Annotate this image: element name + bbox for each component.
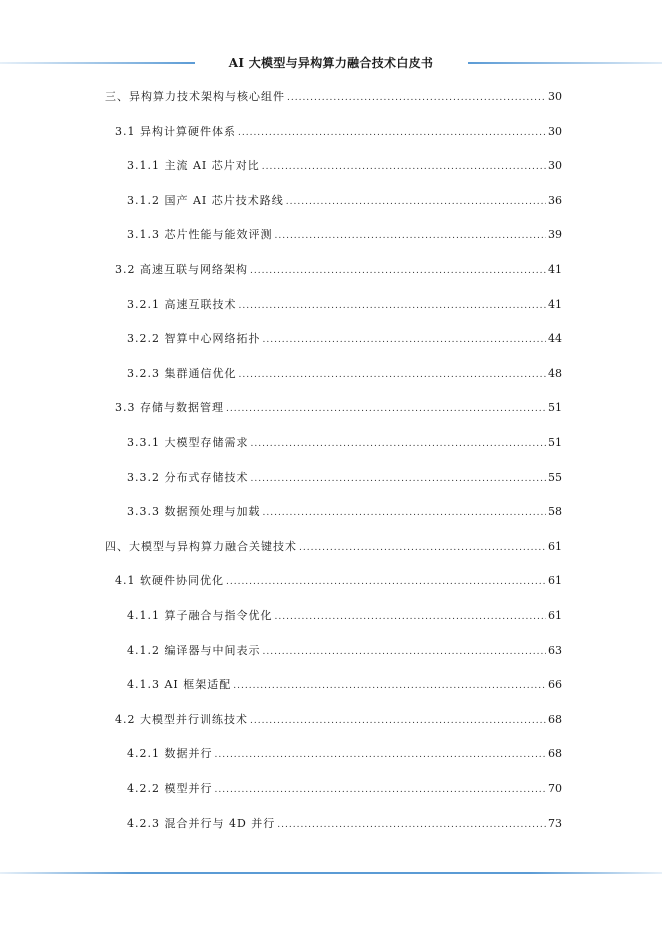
toc-page-number: 70: [548, 782, 562, 795]
toc-entry-label: 4.2.1 数据并行: [127, 747, 213, 761]
toc-leader-dots: [263, 645, 547, 659]
toc-entry-label: 4.1.3 AI 框架适配: [127, 678, 232, 692]
toc-entry-label: 4.1.1 算子融合与指令优化: [127, 609, 273, 622]
toc-entry-label: 3.3.1 大模型存储需求: [127, 436, 249, 449]
toc-entry-label: 3.3.2 分布式存储技术: [127, 470, 249, 484]
toc-page-number: 41: [548, 263, 562, 276]
page-header-title: AI 大模型与异构算力融合技术白皮书: [228, 56, 434, 70]
toc-page-number: 61: [548, 574, 562, 588]
toc-entry[interactable]: [127, 609, 562, 624]
toc-page-number: 30: [548, 159, 562, 173]
toc-entry[interactable]: [127, 782, 562, 797]
toc-entry[interactable]: [127, 228, 562, 243]
toc-entry-label: 4.1 软硬件协同优化: [115, 574, 224, 588]
toc-entry-label: 3.2.1 高速互联技术: [127, 297, 237, 311]
toc-page-number: 30: [548, 124, 562, 138]
toc-leader-dots: [275, 610, 547, 624]
toc-page-number: 61: [548, 609, 562, 622]
toc-leader-dots: [238, 126, 546, 140]
toc-entry-label: 4.2.3 混合并行与 4D 并行: [127, 816, 276, 830]
header-rule-right: [468, 62, 662, 64]
toc-entry[interactable]: [127, 747, 562, 762]
toc-leader-dots: [226, 402, 546, 416]
toc-page-number: 55: [548, 470, 562, 484]
toc-entry[interactable]: [115, 401, 562, 416]
toc-leader-dots: [263, 506, 547, 520]
toc-entry-label: 3.1 异构计算硬件体系: [115, 124, 236, 138]
toc-leader-dots: [251, 472, 547, 486]
toc-leader-dots: [250, 264, 546, 278]
toc-page-number: 51: [548, 401, 562, 415]
toc-entry[interactable]: [127, 436, 562, 451]
toc-entry-label: 3.3.3 数据预处理与加载: [127, 505, 261, 519]
toc-leader-dots: [263, 333, 547, 347]
toc-page-number: 30: [548, 90, 562, 103]
toc-leader-dots: [287, 91, 546, 105]
toc-leader-dots: [226, 575, 546, 589]
toc-entry-label: 3.1.1 主流 AI 芯片对比: [127, 159, 260, 173]
toc-leader-dots: [239, 299, 547, 313]
toc-entry-label: 3.3 存储与数据管理: [115, 401, 224, 415]
toc-page-number: 41: [548, 297, 562, 311]
toc-leader-dots: [275, 229, 547, 243]
toc-entry[interactable]: [127, 471, 562, 486]
toc-entry[interactable]: [127, 678, 562, 693]
toc-leader-dots: [233, 679, 546, 693]
toc-page-number: 44: [548, 332, 562, 346]
toc-leader-dots: [215, 748, 547, 762]
toc-leader-dots: [286, 195, 546, 209]
toc-page-number: 63: [548, 643, 562, 657]
toc-entry-label: 四、大模型与异构算力融合关键技术: [105, 539, 297, 553]
toc-entry[interactable]: [115, 713, 562, 728]
toc-leader-dots: [277, 818, 546, 832]
toc-page-number: 36: [548, 193, 562, 207]
toc-page-number: 66: [548, 678, 562, 692]
toc-entry[interactable]: [127, 817, 562, 832]
toc-entry-label: 三、异构算力技术架构与核心组件: [105, 90, 285, 103]
toc-entry[interactable]: [127, 505, 562, 520]
toc-entry[interactable]: [127, 332, 562, 347]
toc-leader-dots: [262, 160, 546, 174]
toc-entry-label: 3.2.2 智算中心网络拓扑: [127, 332, 261, 346]
toc-entry[interactable]: [115, 263, 562, 278]
toc-page-number: 39: [548, 228, 562, 242]
toc-entry[interactable]: [105, 540, 562, 555]
toc-page-number: 48: [548, 366, 562, 380]
toc-page-number: 51: [548, 436, 562, 449]
toc-entry-label: 4.2 大模型并行训练技术: [115, 712, 248, 726]
toc-entry[interactable]: [127, 644, 562, 659]
toc-page-number: 58: [548, 505, 562, 519]
toc-leader-dots: [299, 541, 546, 555]
toc-entry[interactable]: [127, 159, 562, 174]
toc-leader-dots: [215, 783, 547, 797]
toc-leader-dots: [250, 714, 546, 728]
toc-page-number: 68: [548, 712, 562, 726]
footer-rule: [0, 872, 662, 874]
toc-entry-label: 4.1.2 编译器与中间表示: [127, 643, 261, 657]
toc-entry[interactable]: [115, 574, 562, 589]
toc-leader-dots: [251, 437, 547, 451]
toc-page-number: 73: [548, 816, 562, 830]
toc-page-number: 68: [548, 747, 562, 761]
toc-entry-label: 4.2.2 模型并行: [127, 782, 213, 795]
toc-leader-dots: [239, 368, 547, 382]
toc-entry-label: 3.1.3 芯片性能与能效评测: [127, 228, 273, 242]
toc-entry[interactable]: [127, 367, 562, 382]
toc-entry-label: 3.2 高速互联与网络架构: [115, 263, 248, 276]
toc-entry[interactable]: [105, 90, 562, 105]
toc-entry-label: 3.1.2 国产 AI 芯片技术路线: [127, 193, 284, 207]
toc-entry[interactable]: [115, 125, 562, 140]
toc-entry[interactable]: [127, 194, 562, 209]
toc-entry-label: 3.2.3 集群通信优化: [127, 366, 237, 380]
toc-entry[interactable]: [127, 298, 562, 313]
toc-page-number: 61: [548, 539, 562, 553]
